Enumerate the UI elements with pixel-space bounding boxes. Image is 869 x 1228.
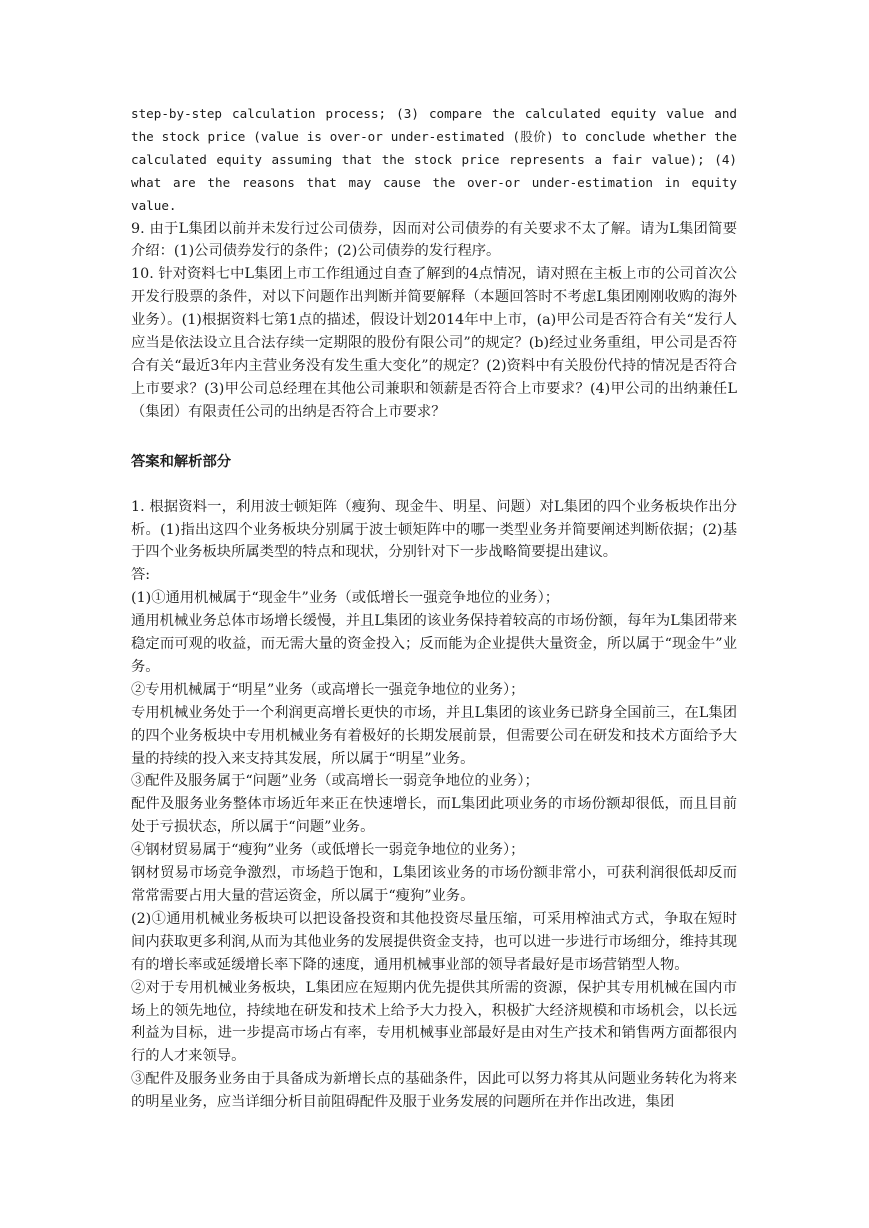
- answer-point-2-1: (2)①通用机械业务板块可以把设备投资和其他投资尽量压缩，可采用榨油式方式，争取在短时间内获取更多利润,从而为其他业务的发展提供资金支持，也可以进一步进行市场细分，维持其现有的增长率或延缓增长率下降的速度，通用机械事业部的领导者最好是市场营销型人物。: [131, 910, 737, 973]
- question-8-continuation: step-by-step calculation process; (3) compare the calculated equity value and the stock price (value is over-or under-estimated (股价) to conclude whether the calculated equity assuming that the stock price represents a fair value); (4) what are the reasons that may cause the over-or under-estimation in equity value.: [131, 106, 737, 213]
- section-heading: 答案和解析部分: [131, 453, 232, 470]
- answer-1-question: 1. 根据资料一，利用波士顿矩阵（瘦狗、现金牛、明星、问题）对L集团的四个业务板块作出分析。(1)指出这四个业务板块分别属于波士顿矩阵中的哪一类型业务并简要阐述判断依据；(2)基于四个业务板块所属类型的特点和现状，分别针对下一步战略简要提出建议。: [131, 498, 737, 561]
- answer-point-2-2: ②对于专用机械业务板块，L集团应在短期内优先提供其所需的资源，保护其专用机械在国内市场上的领先地位，持续地在研发和技术上给予大力投入，积极扩大经济规模和市场机会，以长远利益为目标，进一步提高市场占有率，专用机械事业部最好是由对生产技术和销售两方面都很内行的人才来领导。: [131, 979, 737, 1065]
- answer-point-2-3: ③配件及服务业务由于具备成为新增长点的基础条件，因此可以努力将其从问题业务转化为将来的明星业务，应当详细分析目前阻碍配件及服于业务发展的问题所在并作出改进，集团: [131, 1071, 737, 1111]
- answer-point-1-3-detail: 配件及服务业务整体市场近年来正在快速增长，而L集团此项业务的市场份额却很低，而且目前处于亏损状态，所以属于“问题”业务。: [131, 796, 737, 836]
- answer-point-1-3: ③配件及服务属于“问题”业务（或高增长一弱竞争地位的业务）；: [131, 773, 539, 790]
- question-9: 9. 由于L集团以前并未发行过公司债券，因而对公司债券的有关要求不太了解。请为L集团简要介绍：(1)公司债券发行的条件；(2)公司债券的发行程序。: [131, 220, 737, 260]
- answer-point-1-2-detail: 专用机械业务处于一个利润更高增长更快的市场，并且L集团的该业务已跻身全国前三，在L集团的四个业务板块中专用机械业务有着极好的长期发展前景，但需要公司在研发和技术方面给予大量的持续的投入来支持其发展，所以属于“明星”业务。: [131, 704, 737, 767]
- answer-point-1-4: ④钢材贸易属于“瘦狗”业务（或低增长一弱竞争地位的业务）；: [131, 842, 525, 859]
- answer-label: 答:: [131, 567, 151, 584]
- answer-point-1-2: ②专用机械属于“明星”业务（或高增长一强竞争地位的业务）；: [131, 681, 525, 698]
- answer-section: [131, 496, 737, 1114]
- document-page: [131, 103, 737, 1114]
- question-10: 10. 针对资料七中L集团上市工作组通过自查了解到的4点情况，请对照在主板上市的公司首次公开发行股票的条件，对以下问题作出判断并简要解释（本题回答时不考虑L集团刚刚收购的海外业务）。(1)根据资料七第1点的描述，假设计划2014年中上市，(a)甲公司是否符合有关“发行人应当是依法设立且合法存续一定期限的股份有限公司”的规定？(b)经过业务重组，甲公司是否符合有关“最近3年内主营业务没有发生重大变化”的规定？(2)资料中有关股份代持的情况是否符合上市要求？(3)甲公司总经理在其他公司兼职和领薪是否符合上市要求？(4)甲公司的出纳兼任L（集团）有限责任公司的出纳是否符合上市要求？: [131, 266, 737, 420]
- answer-point-1-1-detail: 通用机械业务总体市场增长缓慢，并且L集团的该业务保持着较高的市场份额，每年为L集团带来稳定而可观的收益，而无需大量的资金投入；反而能为企业提供大量资金，所以属于“现金牛”业务。: [131, 613, 737, 675]
- answer-point-1-1: (1)①通用机械属于“现金牛”业务（或低增长一强竞争地位的业务）；: [131, 590, 560, 607]
- answer-point-1-4-detail: 钢材贸易市场竞争激烈，市场趋于饱和，L集团该业务的市场份额非常小，可获利润很低却反而常常需要占用大量的营运资金，所以属于“瘦狗”业务。: [131, 865, 737, 904]
